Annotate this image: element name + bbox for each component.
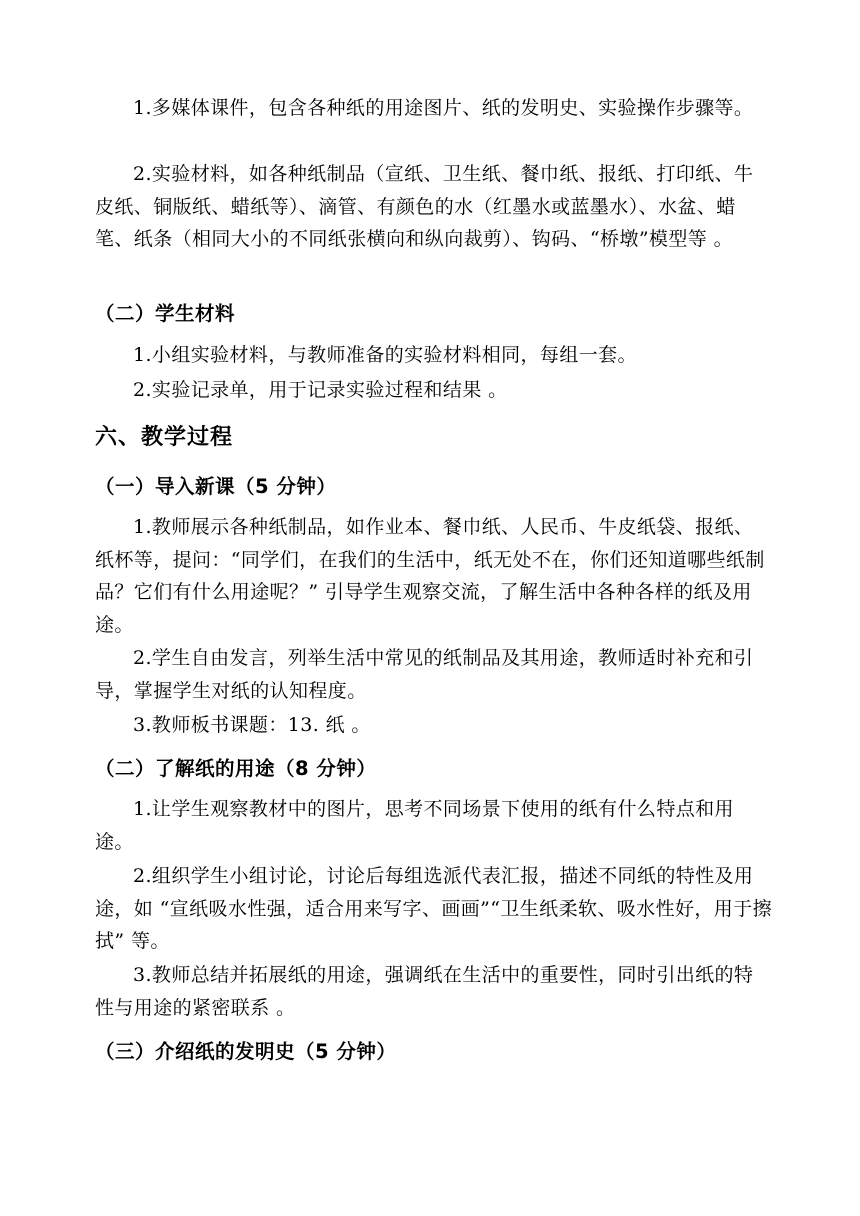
heading-paper-history: （三）介绍纸的发明史（5 分钟） xyxy=(95,1040,397,1063)
paragraph-uses-1: 1.让学生观察教材中的图片，思考不同场景下使用的纸有什么特点和用途。 xyxy=(95,798,734,853)
paragraph-intro-2: 2.学生自由发言，列举生活中常见的纸制品及其用途，教师适时补充和引导，掌握学生对纸的认知程度。 xyxy=(95,647,754,702)
heading-introduction: （一）导入新课（5 分钟） xyxy=(95,475,337,498)
heading-paper-uses: （二）了解纸的用途（8 分钟） xyxy=(95,757,377,780)
paragraph-uses-2: 2.组织学生小组讨论，讨论后每组选派代表汇报，描述不同纸的特性及用途，如 “宣纸吸水性强，适合用来写字、画画”“卫生纸柔软、吸水性好，用于擦拭” 等。 xyxy=(95,865,772,952)
paragraph-teacher-material-2: 2.实验材料，如各种纸制品（宣纸、卫生纸、餐巾纸、报纸、打印纸、牛皮纸、铜版纸、蜡纸等）、滴管、有颜色的水（红墨水或蓝墨水）、水盆、蜡笔、纸条（相同大小的不同纸张横向和纵向裁剪）、钩码、“桥墩”模型等 。 xyxy=(95,163,754,250)
heading-teaching-process: 六、教学过程 xyxy=(95,425,234,450)
paragraph-teacher-material-1: 1.多媒体课件，包含各种纸的用途图片、纸的发明史、实验操作步骤等。 xyxy=(133,97,754,119)
heading-student-materials: （二）学生材料 xyxy=(95,302,236,325)
paragraph-student-material-1: 1.小组实验材料，与教师准备的实验材料相同，每组一套。 xyxy=(133,344,637,366)
paragraph-intro-1: 1.教师展示各种纸制品，如作业本、餐巾纸、人民币、牛皮纸袋、报纸、纸杯等，提问：“同学们，在我们的生活中，纸无处不在，你们还知道哪些纸制品？它们有什么用途呢？” 引导学生观察交流，了解生活中各种各样的纸及用途。 xyxy=(95,516,765,636)
paragraph-uses-3: 3.教师总结并拓展纸的用途，强调纸在生活中的重要性，同时引出纸的特性与用途的紧密联系 。 xyxy=(95,964,754,1019)
paragraph-intro-3: 3.教师板书课题：13. 纸 。 xyxy=(133,714,371,736)
paragraph-student-material-2: 2.实验记录单，用于记录实验过程和结果 。 xyxy=(133,379,508,401)
